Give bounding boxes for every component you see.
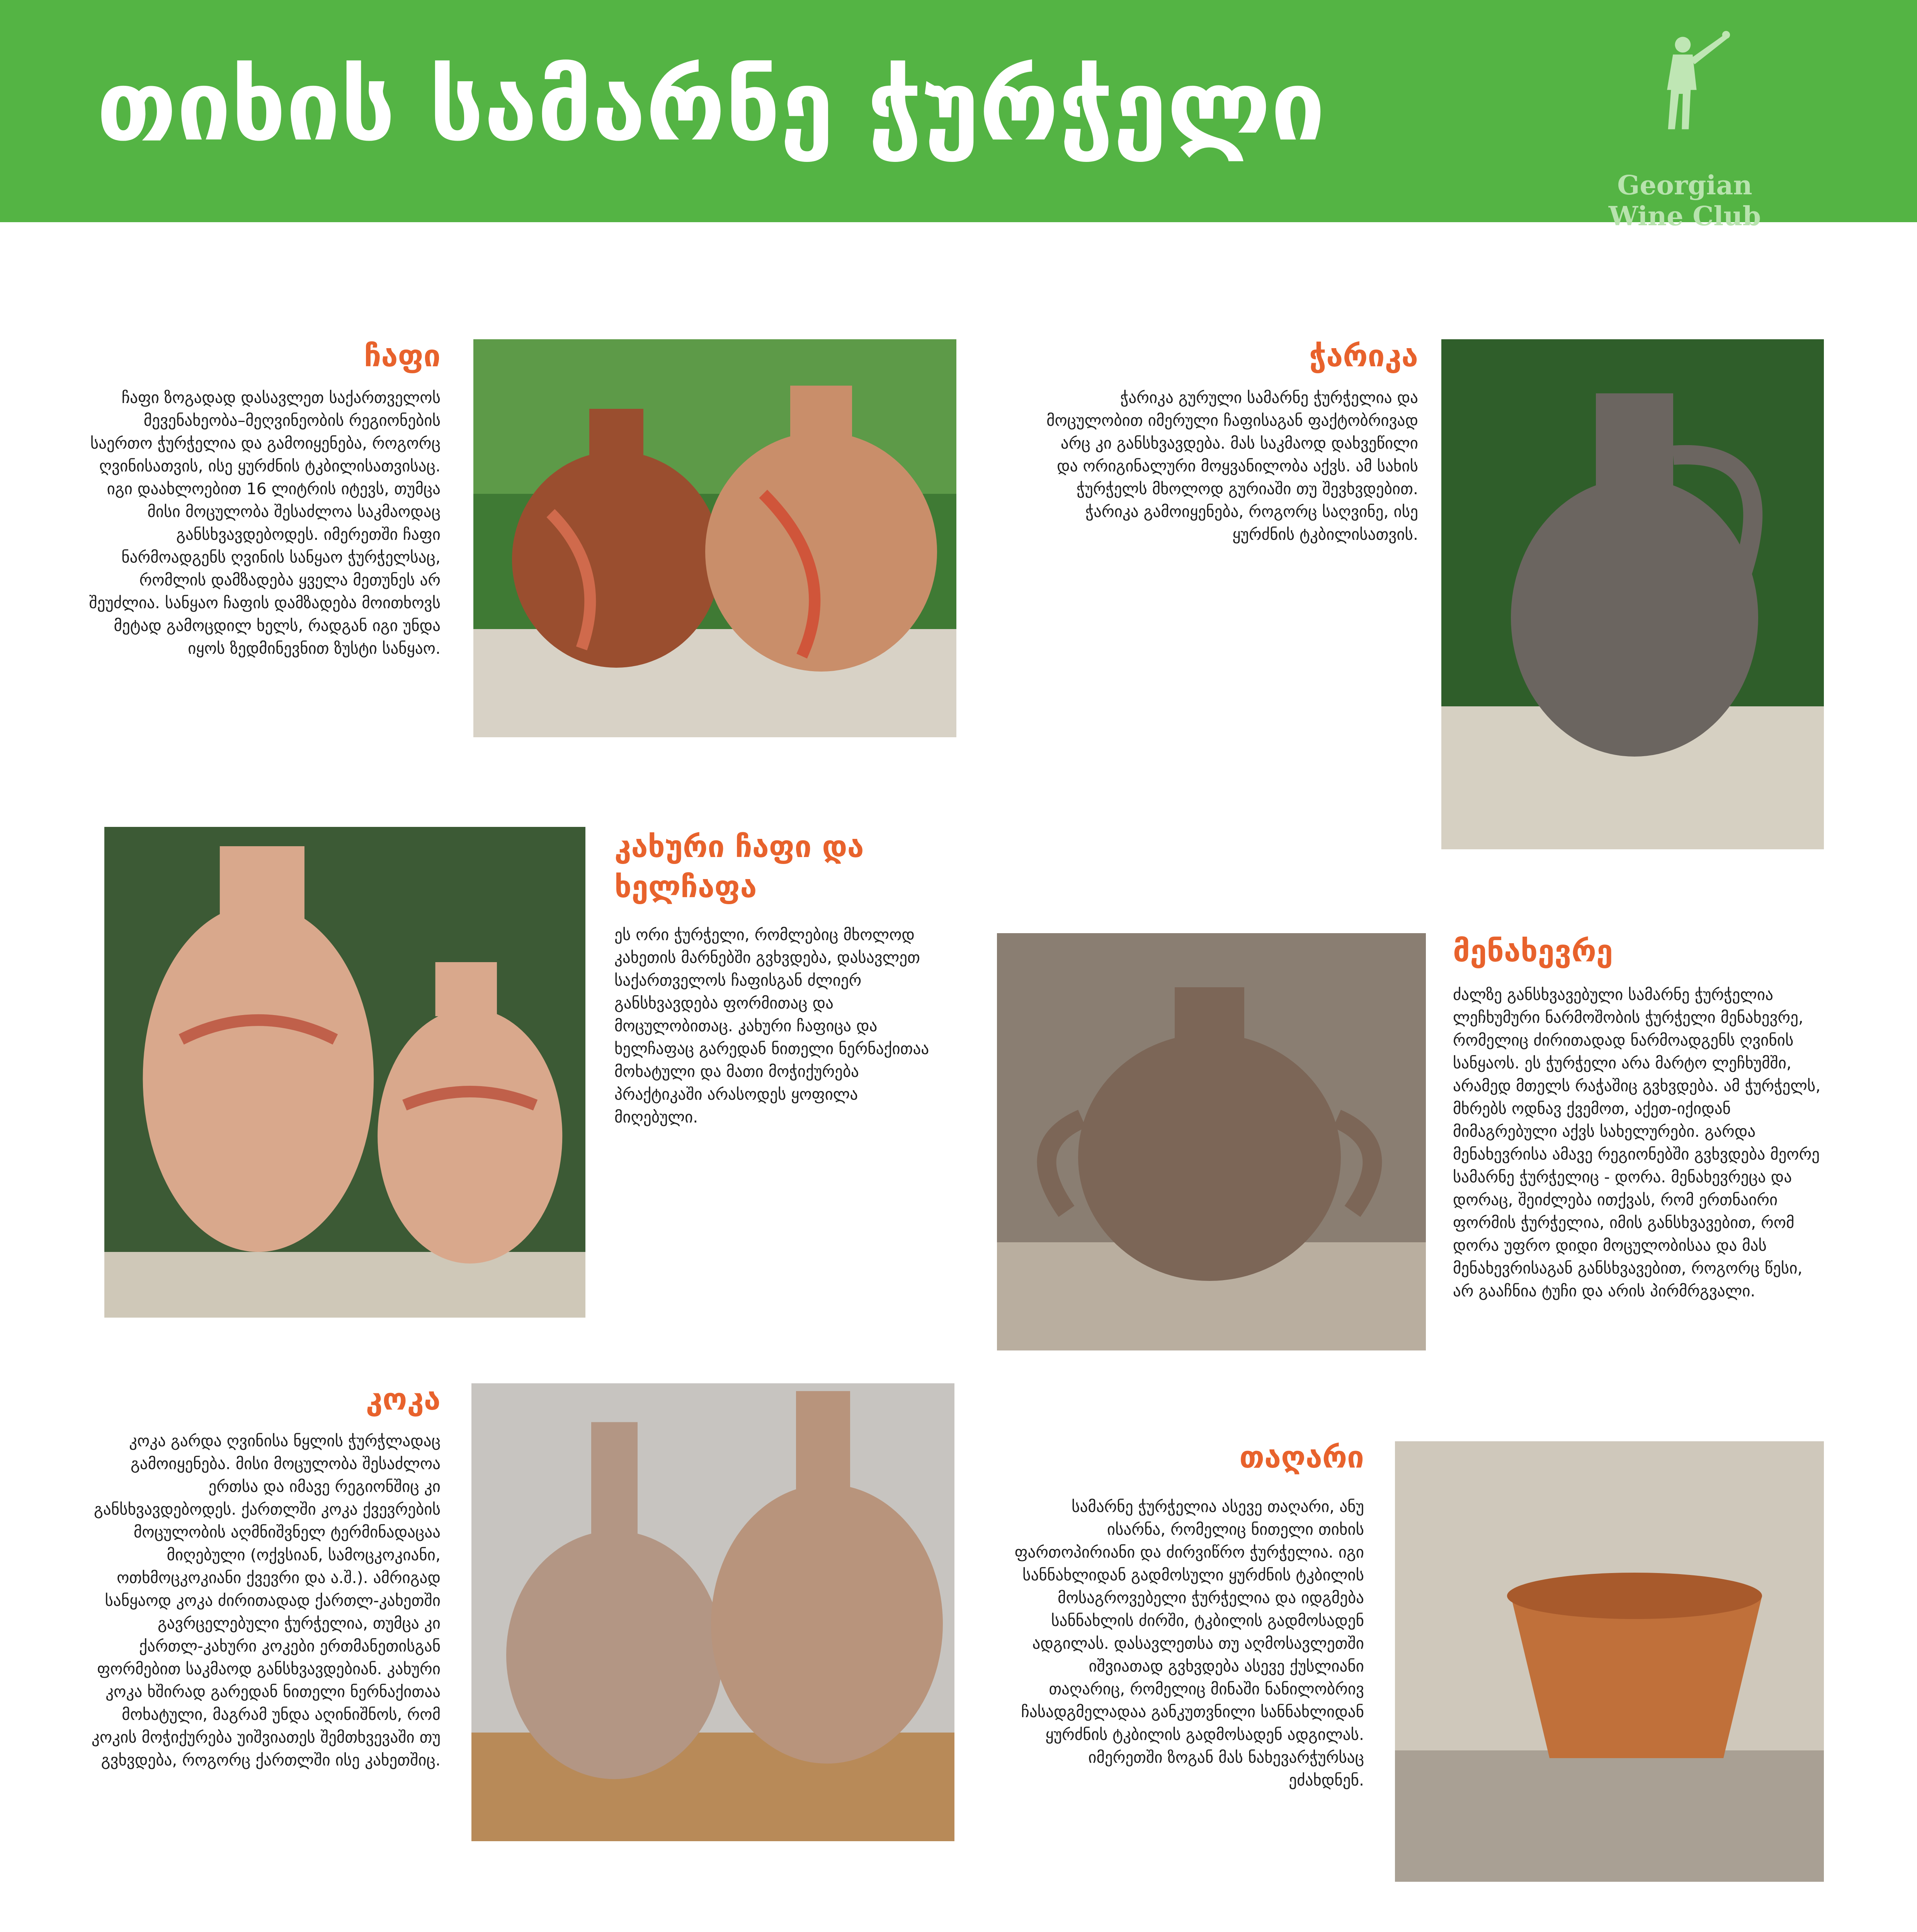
koka-photo bbox=[471, 1383, 954, 1841]
charika-photo bbox=[1441, 339, 1824, 849]
koka-text: კოკა გარდა ღვინისა ნყლის ჭურჭლადაც გამოიყენება. მისი მოცულობა შესაძლოა ერთსა და იმავე რეგიონშიც კი განსხვავდებოდეს. ქართლში კოკა ქვევრების მოცულობის აღმნიშვნელ ტერმინადაცაა მიღებული (ოქვსიან, სამოცკოკიანი, ოთხმოცკოკიანი ქვევრი და ა.შ.). ამრიგად სანყაოდ კოკა ძირითადად ქართლ-კახეთში გავრცელებული ჭურჭელია, თუმცა კი ქართლ-კახური კოკები ერთმანეთისგან ფორმებით საკმაოდ განსხვავდებიან. კახური კოკა ხშირად გარედან ნითელი ნერნაქითაა მოხატული, მაგრამ უნდა აღინიშნოს, რომ კოკის მოჭიქურება უიშვიათეს შემთხვევაში თუ გვხვდება, როგორც ქართლში ისე კახეთშიც. bbox=[91, 1432, 441, 1769]
tagari-photo bbox=[1395, 1441, 1824, 1882]
koka-heading: კოკა bbox=[366, 1382, 441, 1417]
kakhuri-text: ეს ორი ჭურჭელი, რომლებიც მხოლოდ კახეთის მარნებში გვხვდება, დასავლეთ საქართველოს ჩაფისგან ძლიერ განსხვავდება ფორმითაც და მოცულობითაც. კახური ჩაფიცა და ხელჩაფაც გარედან ნითელი ნერნაქითაა მოხატული და მათი მოჭიქურება პრაქტიკაში არასოდეს ყოფილა მიღებული. bbox=[614, 925, 929, 1126]
menakhevre-heading: მენახევრე bbox=[1453, 934, 1613, 969]
charika-text: ჭარიკა გურული სამარნე ჭურჭელია და მოცულობით იმერული ჩაფისაგან ფაქტობრივად არც კი განსხვავდება. მას საკმაოდ დახვეწილი და ორიგინალური მოყვანილობა აქვს. ამ სახის ჭურჭელს მხოლოდ გურიაში თუ შევხვდებით. ჭარიკა გამოიყენება, როგორც საღვინე, ისე ყურძნის ტკბილისათვის. bbox=[1046, 388, 1418, 544]
kakhuri-heading: კახური ჩაფი და ხელჩაფა bbox=[614, 830, 864, 905]
club-logo bbox=[1577, 15, 1793, 232]
menakhevre-text: ძალზე განსხვავებული სამარნე ჭურჭელია ლეჩხუმური ნარმოშობის ჭურჭელი მენახევრე, რომელიც ძირითადად ნარმოადგენს ღვინის სანყაოს. ეს ჭურჭელი არა მარტო ლეჩხუმში, არამედ მთელს რაჭაშიც გვხვდება. ამ ჭურჭელს, მხრებს ოდნავ ქვემოთ, აქეთ-იქიდან მიმაგრებული აქვს სახელურები. გარდა მენახევრისა ამავე რეგიონებში გვხვდება მეორე სამარნე ჭურჭელიც - დორა. მენახევრეცა და დორაც, შეიძლება ითქვას, რომ ერთნაირი ფორმის ჭურჭელია, იმის განსხვავებით, რომ დორა უფრო დიდი მოცულობისაა და მას მენახევრისაგან განსხვავებით, როგორც წესი, არ გააჩნია ტუჩი და არის პირმრგვალი. bbox=[1453, 985, 1821, 1300]
club-name: Georgian Wine Club bbox=[1608, 170, 1761, 232]
chapi-photo bbox=[473, 339, 956, 737]
page-title: თიხის სამარნე ჭურჭელი bbox=[97, 50, 1325, 162]
menakhevre-photo bbox=[997, 933, 1426, 1350]
tagari-heading: თაღარი bbox=[1239, 1440, 1364, 1475]
charika-heading: ჭარიკა bbox=[1309, 339, 1418, 374]
kakhuri-photo bbox=[104, 827, 585, 1318]
chapi-heading: ჩაფი bbox=[364, 339, 441, 374]
tagari-text: სამარნე ჭურჭელია ასევე თაღარი, ანუ ისარნა, რომელიც ნითელი თიხის ფართოპირიანი და ძირვიწრო ჭურჭელია. იგი სანნახლიდან გადმოსული ყურძნის ტკბილის მოსაგროვებელი ჭურჭელია და იდგმება სანნახლის ძირში, ტკბილის გადმოსადენ ადგილას. დასავლეთსა თუ აღმოსავლეთში იშვიათად გვხვდება ასევე ქუსლიანი თაღარიც, რომელიც მინაში ნანილობრივ ჩასადგმელადაა განკუთვნილი სანნახლიდან ყურძნის ტკბილის გადმოსადენ ადგილას. იმერეთში ზოგან მას ნახევარჭურსაც ეძახდნენ. bbox=[1014, 1497, 1364, 1789]
winemaker-silhouette-icon bbox=[1635, 31, 1735, 139]
chapi-text: ჩაფი ზოგადად დასავლეთ საქართველოს მევენახეობა–მეღვინეობის რეგიონების საერთო ჭურჭელია და გამოიყენება, როგორც ღვინისათვის, ისე ყურძნის ტკბილისათვისაც. იგი დაახლოებით 16 ლიტრის იტევს, თუმცა მისი მოცულობა შესაძლოა საკმაოდაც განსხვავდებოდეს. იმერეთში ჩაფი ნარმოადგენს ღვინის სანყაო ჭურჭელსაც, რომლის დამზადება ყველა მეთუნეს არ შეუძლია. სანყაო ჩაფის დამზადება მოითხოვს მეტად გამოცდილ ხელს, რადგან იგი უნდა იყოს ზედმინევნით ზუსტი სანყაო. bbox=[89, 388, 441, 658]
